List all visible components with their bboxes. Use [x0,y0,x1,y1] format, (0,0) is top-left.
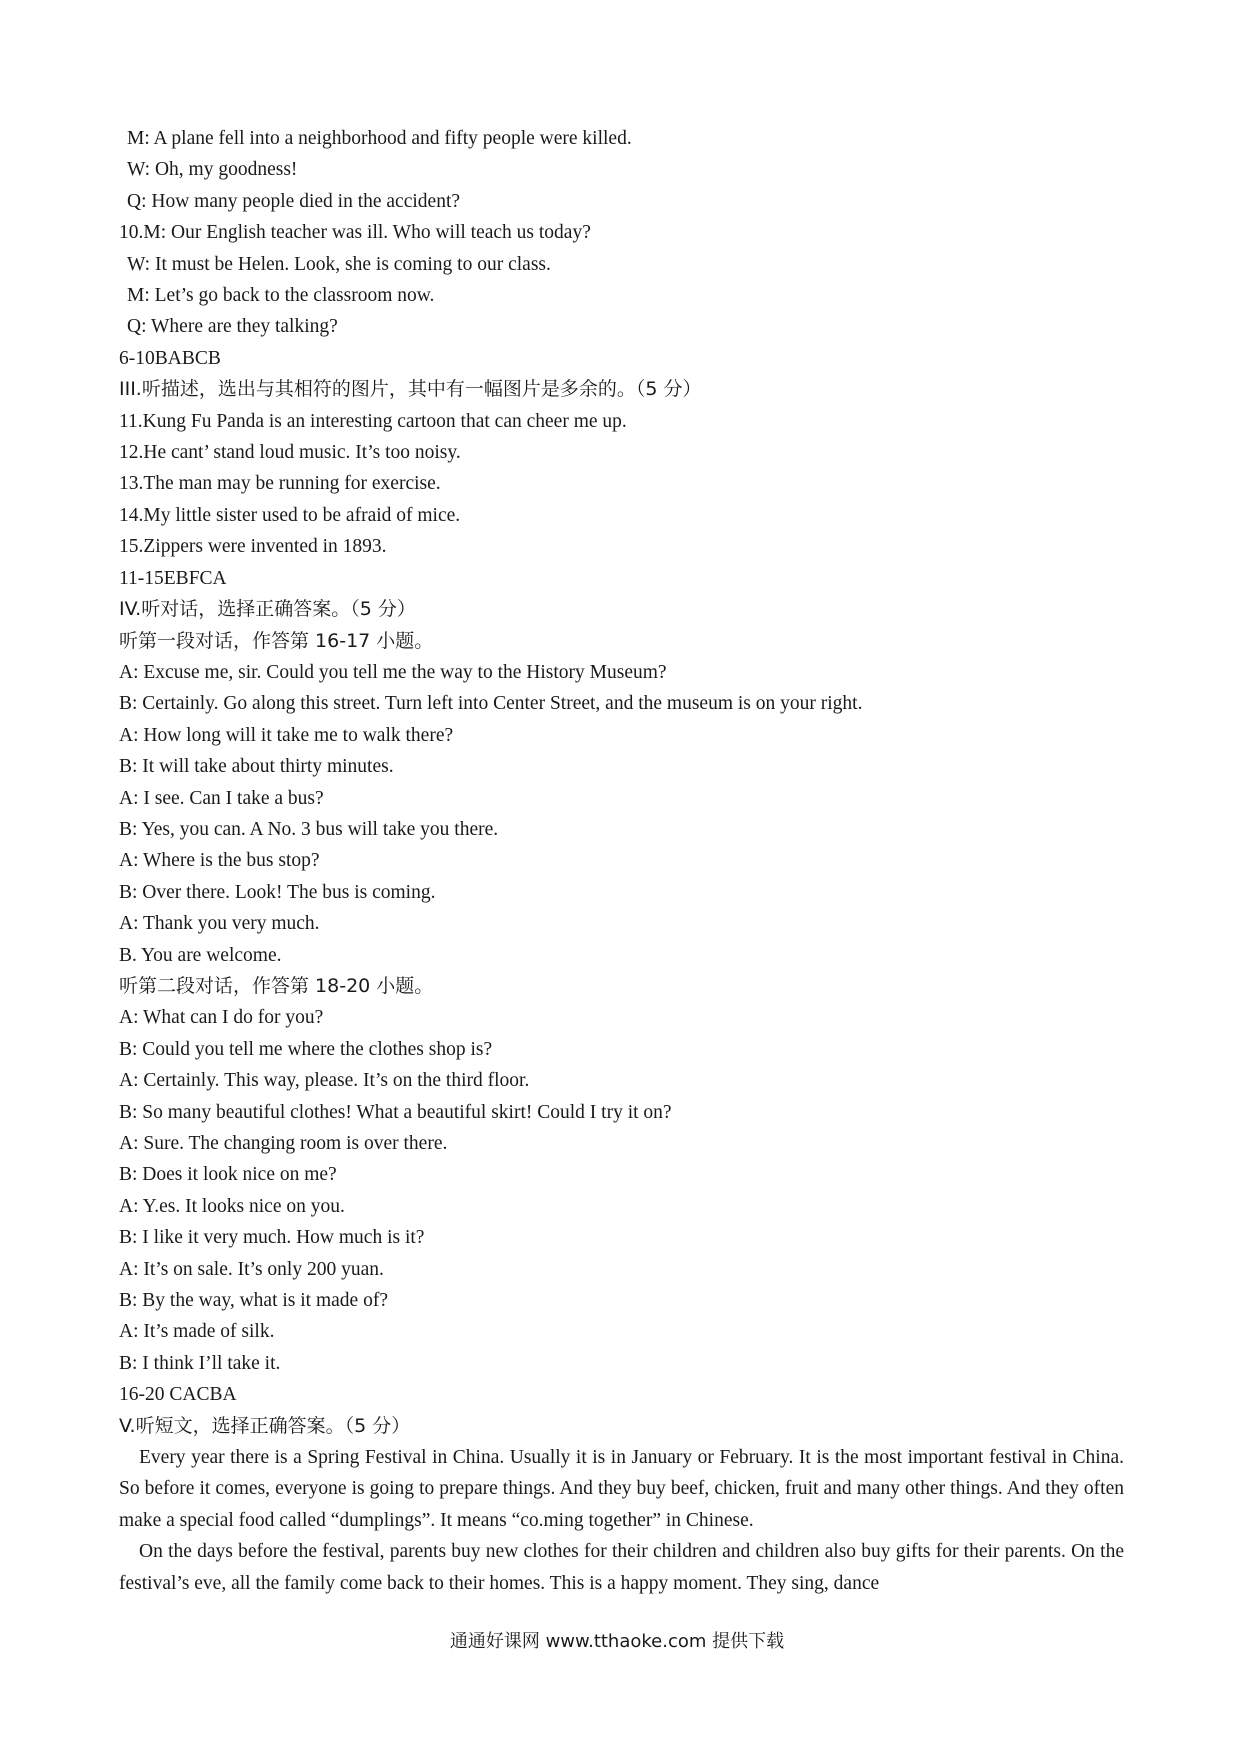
text-line: 10.M: Our English teacher was ill. Who will teach us today? [119,222,591,244]
text-line: M: Let’s go back to the classroom now. [127,285,435,307]
text-line: B: I think I’ll take it. [119,1352,281,1374]
text-line: W: It must be Helen. Look, she is coming to our class. [127,253,551,275]
text-line: A: It’s on sale. It’s only 200 yuan. [119,1258,384,1280]
text-line: W: Oh, my goodness! [127,159,298,181]
text-line: B: I like it very much. How much is it? [119,1227,425,1249]
page-footer: 通通好课网 www.tthaoke.com 提供下载 [449,1631,785,1652]
text-line: A: Sure. The changing room is over there. [119,1133,448,1154]
text-line: B: It will take about thirty minutes. [119,756,394,778]
text-line: 听第一段对话，作答第 16-17 小题。 [119,629,434,652]
text-line: B: Yes, you can. A No. 3 bus will take you there. [119,818,499,840]
text-line: V.听短文，选择正确答案。（5 分） [119,1414,411,1437]
text-line: A: I see. Can I take a bus? [119,787,324,809]
text-line: B: Could you tell me where the clothes shop is? [119,1038,493,1060]
text-line: 11.Kung Fu Panda is an interesting cartoon that can cheer me up. [119,410,627,432]
text-line: Q: Where are they talking? [127,316,338,338]
text-line: A: How long will it take me to walk there? [119,724,454,746]
text-line: Q: How many people died in the accident? [127,190,461,212]
text-line: 15.Zippers were invented in 1893. [119,536,387,558]
text-line: A: Y.es. It looks nice on you. [119,1195,345,1217]
text-line: B: Over there. Look! The bus is coming. [119,881,436,903]
text-line: 6-10BABCB [119,347,221,369]
text-line: IV.听对话，选择正确答案。（5 分） [119,598,416,621]
text-line: 16-20 CACBA [119,1384,237,1406]
text-line: A: Certainly. This way, please. It’s on the third floor. [119,1070,530,1092]
text-line: III.听描述，选出与其相符的图片，其中有一幅图片是多余的。（5 分） [119,378,702,401]
text-line: B: By the way, what is it made of? [119,1290,388,1312]
text-line: A: Thank you very much. [119,913,320,935]
text-line: A: Excuse me, sir. Could you tell me the way to the History Museum? [119,661,667,683]
text-line: A: It’s made of silk. [119,1321,275,1343]
text-line: A: What can I do for you? [119,1007,324,1029]
text-line: B: Does it look nice on me? [119,1164,337,1186]
text-line: B: Certainly. Go along this street. Turn left into Center Street, and the museum is on your right. [119,693,863,715]
document-body [119,123,1124,1599]
text-line: B: So many beautiful clothes! What a beautiful skirt! Could I try it on? [119,1101,672,1123]
text-line: 听第二段对话，作答第 18-20 小题。 [119,974,434,997]
paragraph: Every year there is a Spring Festival in China. Usually it is in January or February. It is the most important festival in China. So before it comes, everyone is going to prepare things. And they buy beef, chicken, fruit and many other things. And they often make a special food called “dumplings”. It means “co.ming together” in Chinese. [119,1447,1124,1531]
text-line: 11-15EBFCA [119,567,227,589]
text-line: 14.My little sister used to be afraid of mice. [119,504,461,526]
text-line: M: A plane fell into a neighborhood and fifty people were killed. [127,128,632,149]
paragraph: On the days before the festival, parents buy new clothes for their children and children also buy gifts for their parents. On the festival’s eve, all the family come back to their homes. This is a happy moment. They sing, dance [119,1541,1124,1594]
text-line: A: Where is the bus stop? [119,850,320,872]
text-line: 12.He cant’ stand loud music. It’s too noisy. [119,442,461,464]
text-line: B. You are welcome. [119,944,282,966]
text-line: 13.The man may be running for exercise. [119,473,441,495]
